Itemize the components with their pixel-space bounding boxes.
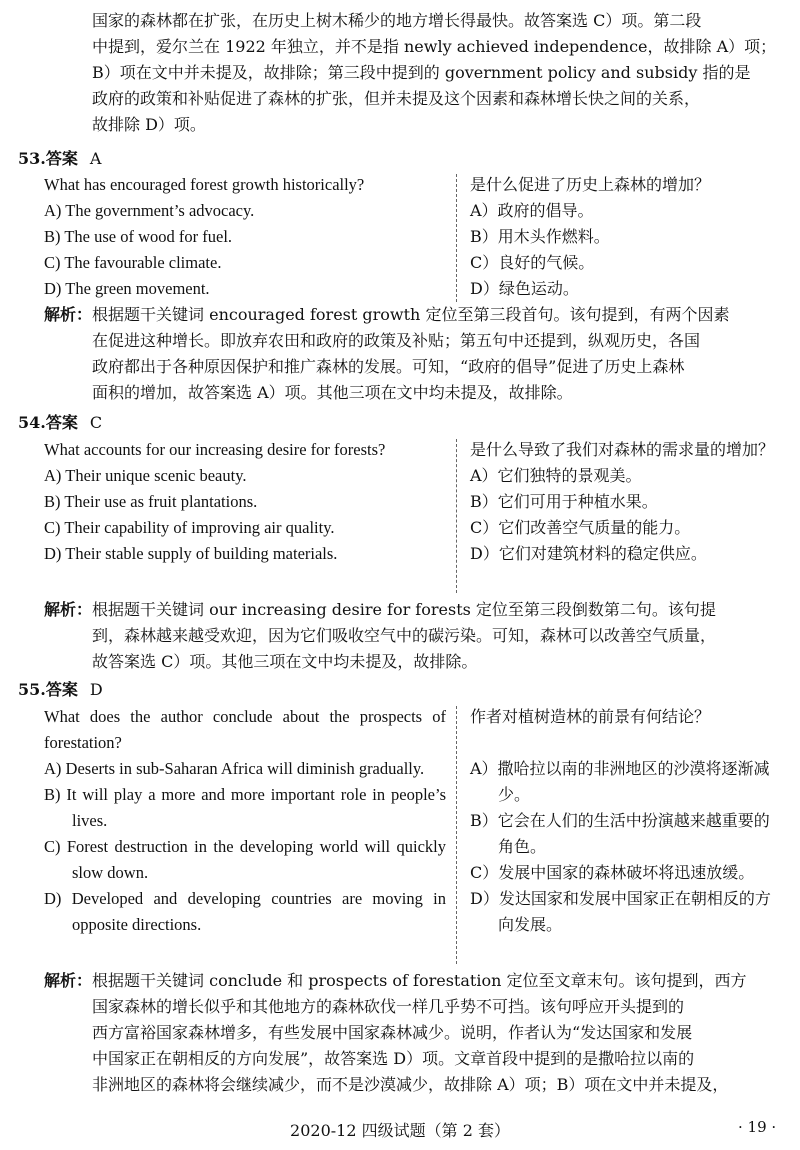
analysis-line: 中国家正在朝相反的方向发展”，故答案选 D）项。文章首段中提到的是撒哈拉以南的 [92,1049,695,1068]
answer-value: A [89,149,102,168]
chinese-option: D）它们对建筑材料的稳定供应。 [470,544,707,563]
answer-label: 答案 [45,680,78,699]
intro-line: 政府的政策和补贴促进了森林的扩张，但并未提及这个因素和森林增长快之间的关系， [92,89,701,108]
english-option: D) Developed and developing countries are moving in opposite directions. [44,889,446,934]
question-54-block [44,437,782,595]
spacer [470,730,782,756]
english-option: C) Forest destruction in the developing world will quickly slow down. [44,837,446,882]
analysis-line: 根据题干关键词 conclude 和 prospects of forestation 定位至文章末句。该句提到，西方 [92,971,747,990]
question-55-block [44,704,782,966]
intro-line: 中提到，爱尔兰在 1922 年独立，并不是指 newly achieved independence，故排除 A）项； [92,37,777,56]
chinese-option: A）政府的倡导。 [470,201,594,220]
intro-line: 故排除 D）项。 [92,115,206,134]
question-number: 53. [18,149,46,168]
english-option: A) Their unique scenic beauty. [44,466,247,485]
english-option: C) Their capability of improving air quality. [44,518,335,537]
english-option: B) The use of wood for fuel. [44,227,233,246]
chinese-option: A）撒哈拉以南的非洲地区的沙漠将逐渐减少。 [470,759,770,804]
chinese-question: 是什么导致了我们对森林的需求量的增加？ [470,440,775,459]
column-divider [456,706,457,964]
intro-line: B）项在文中并未提及，故排除；第三段中提到的 government policy and subsidy 指的是 [92,63,751,82]
english-question: What accounts for our increasing desire for forests? [44,440,386,459]
answer-value: C [89,413,103,432]
analysis-line: 根据题干关键词 our increasing desire for forests 定位至第三段倒数第二句。该句提 [92,600,716,619]
english-option: A) Deserts in sub-Saharan Africa will diminish gradually. [44,759,425,778]
chinese-option: C）发展中国家的森林破坏将迅速放缓。 [470,863,755,882]
question-number: 54. [18,413,46,432]
chinese-option: D）绿色运动。 [470,279,579,298]
column-divider [456,439,457,593]
analysis-label: 解析： [44,600,93,619]
english-option: B) It will play a more and more important role in people’s lives. [44,785,446,830]
english-question: What has encouraged forest growth historically? [44,175,365,194]
english-option: A) The government’s advocacy. [44,201,255,220]
english-column [44,437,446,567]
english-option: D) Their stable supply of building materials. [44,544,338,563]
analysis-line: 非洲地区的森林将会继续减少，而不是沙漠减少，故排除 A）项；B）项在文中并未提及， [92,1075,729,1094]
chinese-option: B）它会在人们的生活中扮演越来越重要的角色。 [470,811,770,856]
answer-label: 答案 [45,149,78,168]
chinese-column [470,704,782,938]
chinese-option: D）发达国家和发展中国家正在朝相反的方向发展。 [470,889,771,934]
chinese-option: B）用木头作燃料。 [470,227,610,246]
analysis-line: 政府都出于各种原因保护和推广森林的发展。可知，“政府的倡导”促进了历史上森林 [92,357,685,376]
chinese-option: C）它们改善空气质量的能力。 [470,518,691,537]
answer-label: 答案 [45,413,78,432]
intro-line: 国家的森林都在扩张，在历史上树木稀少的地方增长得最快。故答案选 C）项。第二段 [92,11,702,30]
column-divider [456,174,457,302]
question-number: 55. [18,680,46,699]
analysis-line: 在促进这种增长。即放弃农田和政府的政策及补贴；第五句中还提到，纵观历史，各国 [92,331,701,350]
footer-title: 2020-12 四级试题（第 2 套） [290,1121,510,1140]
chinese-option: C）良好的气候。 [470,253,595,272]
question-53-block [44,172,782,304]
chinese-column [470,172,782,302]
chinese-column [470,437,782,567]
chinese-question: 是什么促进了历史上森林的增加？ [470,175,711,194]
question-55-analysis [44,968,782,1098]
intro-paragraph [92,8,782,138]
answer-value: D [89,680,103,699]
question-55-header [18,677,103,703]
chinese-question: 作者对植树造林的前景有何结论？ [470,707,711,726]
analysis-line: 国家森林的增长似乎和其他地方的森林砍伐一样几乎势不可挡。该句呼应开头提到的 [92,997,685,1016]
chinese-option: A）它们独特的景观美。 [470,466,642,485]
question-53-header [18,146,101,172]
analysis-line: 西方富裕国家森林增多，有些发展中国家森林减少。说明，作者认为“发达国家和发展 [92,1023,693,1042]
question-53-analysis [44,302,782,406]
question-54-header [18,410,102,436]
english-option: B) Their use as fruit plantations. [44,492,258,511]
page-number: · 19 · [738,1118,777,1136]
analysis-label: 解析： [44,971,93,990]
english-column [44,704,446,938]
english-column [44,172,446,302]
analysis-line: 故答案选 C）项。其他三项在文中均未提及，故排除。 [92,652,478,671]
chinese-option: B）它们可用于种植水果。 [470,492,658,511]
english-option: D) The green movement. [44,279,210,298]
analysis-line: 到，森林越来越受欢迎，因为它们吸收空气中的碳污染。可知，森林可以改善空气质量， [92,626,717,645]
english-question: What does the author conclude about the prospects of forestation? [44,707,446,752]
analysis-line: 根据题干关键词 encouraged forest growth 定位至第三段首句。该句提到，有两个因素 [92,305,730,324]
english-option: C) The favourable climate. [44,253,222,272]
question-54-analysis [44,597,782,675]
analysis-label: 解析： [44,305,93,324]
analysis-line: 面积的增加，故答案选 A）项。其他三项在文中均未提及，故排除。 [92,383,573,402]
